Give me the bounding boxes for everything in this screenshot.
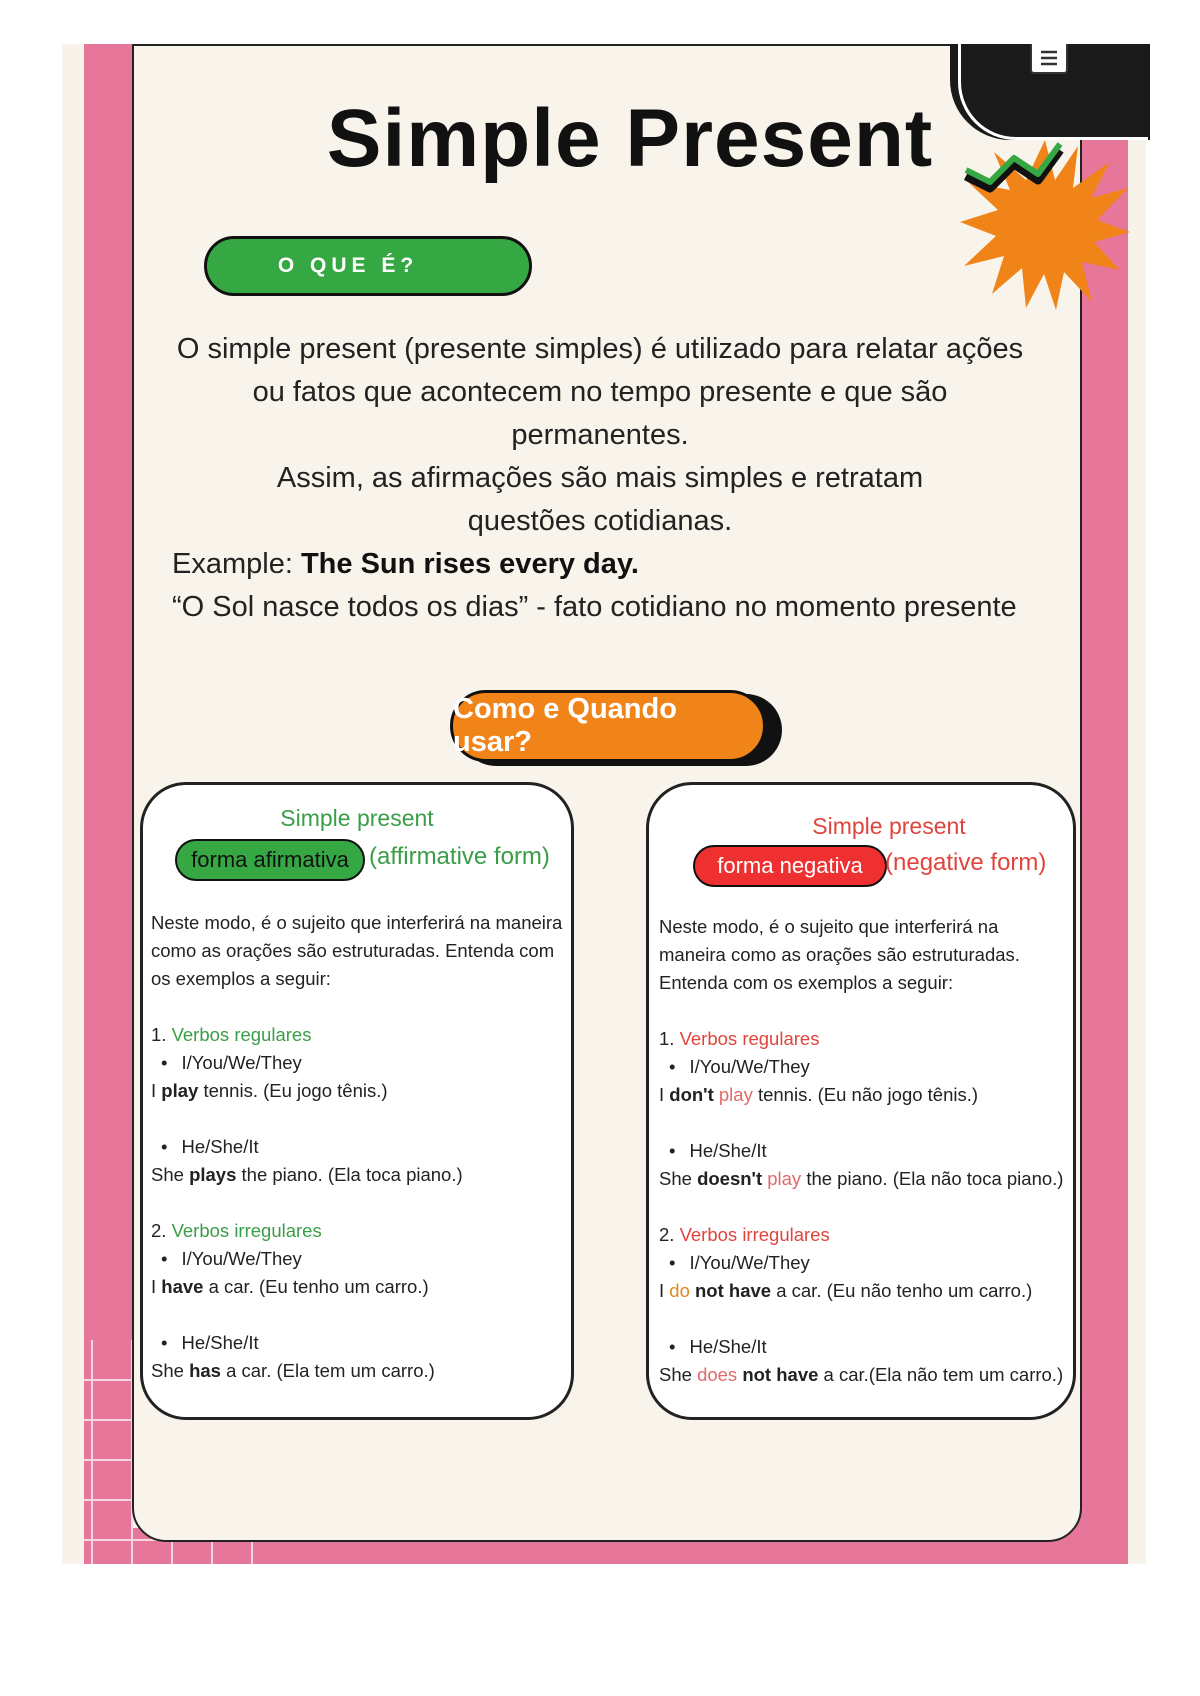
page-title: Simple Present xyxy=(326,93,934,184)
aff-irregular-label: Verbos irregulares xyxy=(171,1220,322,1241)
example-label: Example: xyxy=(172,548,293,580)
affirmative-pill: forma afirmativa xyxy=(175,839,365,881)
intro-paragraph-2: Assim, as afirmações são mais simples e retratam questões cotidianas. xyxy=(276,462,924,537)
how-when-text: Como e Quando usar? xyxy=(453,693,677,758)
aff-irr-example-1: I have a car. (Eu tenho um carro.) xyxy=(151,1276,429,1297)
aff-irr-pronouns-1: • I/You/We/They xyxy=(151,1245,563,1273)
aff-reg-example-2: She plays the piano. (Ela toca piano.) xyxy=(151,1164,463,1185)
neg-irr-pronouns-1: • I/You/We/They xyxy=(659,1249,1069,1277)
aff-reg-example-1: I play tennis. (Eu jogo tênis.) xyxy=(151,1080,388,1101)
aff-irregular-num: 2. xyxy=(151,1220,167,1241)
example-block xyxy=(172,543,1072,629)
pink-left-band xyxy=(84,44,132,1564)
neg-irr-example-2: She does not have a car.(Ela não tem um carro.) xyxy=(659,1364,1064,1385)
aff-reg-pronouns-1: • I/You/We/They xyxy=(151,1049,563,1077)
pink-right-band xyxy=(1076,140,1128,1564)
aff-regular-num: 1. xyxy=(151,1024,167,1045)
neg-regular-label: Verbos regulares xyxy=(679,1028,820,1049)
affirmative-tag: (affirmative form) xyxy=(369,843,550,870)
neg-irregular-label: Verbos irregulares xyxy=(679,1224,830,1245)
neg-reg-example-1: I don't play tennis. (Eu não jogo tênis.) xyxy=(659,1084,979,1105)
affirmative-intro: Neste modo, é o sujeito que interferirá na maneira como as orações são estruturadas. Entenda com os exemplos a seguir: xyxy=(151,912,563,989)
example-sentence: The Sun rises every day. xyxy=(300,548,639,580)
aff-reg-pronouns-2: • He/She/It xyxy=(151,1133,563,1161)
neg-regular-num: 1. xyxy=(659,1028,675,1049)
neg-reg-pronouns-2: • He/She/It xyxy=(659,1137,1069,1165)
aff-irr-example-2: She has a car. (Ela tem um carro.) xyxy=(151,1360,435,1381)
what-is-label xyxy=(204,236,532,296)
affirmative-body xyxy=(151,909,563,1385)
negative-title: Simple present xyxy=(812,813,966,839)
affirmative-box xyxy=(140,782,574,1420)
neg-reg-example-2: She doesn't play the piano. (Ela não toca piano.) xyxy=(659,1168,1064,1189)
intro-text xyxy=(160,328,1040,543)
how-when-label xyxy=(450,690,766,762)
neg-irregular-num: 2. xyxy=(659,1224,675,1245)
neg-reg-pronouns-1: • I/You/We/They xyxy=(659,1053,1069,1081)
what-is-text: O QUE É? xyxy=(277,254,419,277)
aff-irr-pronouns-2: • He/She/It xyxy=(151,1329,563,1357)
neg-irr-example-1: I do not have a car. (Eu não tenho um carro.) xyxy=(659,1280,1033,1301)
negative-body xyxy=(659,913,1069,1389)
starburst-icon xyxy=(960,140,1130,310)
negative-box xyxy=(646,782,1076,1420)
negative-tag: (negative form) xyxy=(885,849,1047,876)
negative-pill: forma negativa xyxy=(693,845,887,887)
page-icon xyxy=(1030,44,1068,74)
aff-regular-label: Verbos regulares xyxy=(171,1024,312,1045)
affirmative-title: Simple present xyxy=(280,805,434,831)
example-translation: “O Sol nasce todos os dias” - fato cotidiano no momento presente xyxy=(172,591,1017,623)
negative-intro: Neste modo, é o sujeito que interferirá na maneira como as orações são estruturadas. Entenda com os exemplos a seguir: xyxy=(659,916,1020,993)
intro-paragraph: O simple present (presente simples) é utilizado para relatar ações ou fatos que acontecem no tempo presente e que são permanentes. xyxy=(176,333,1024,451)
neg-irr-pronouns-2: • He/She/It xyxy=(659,1333,1069,1361)
